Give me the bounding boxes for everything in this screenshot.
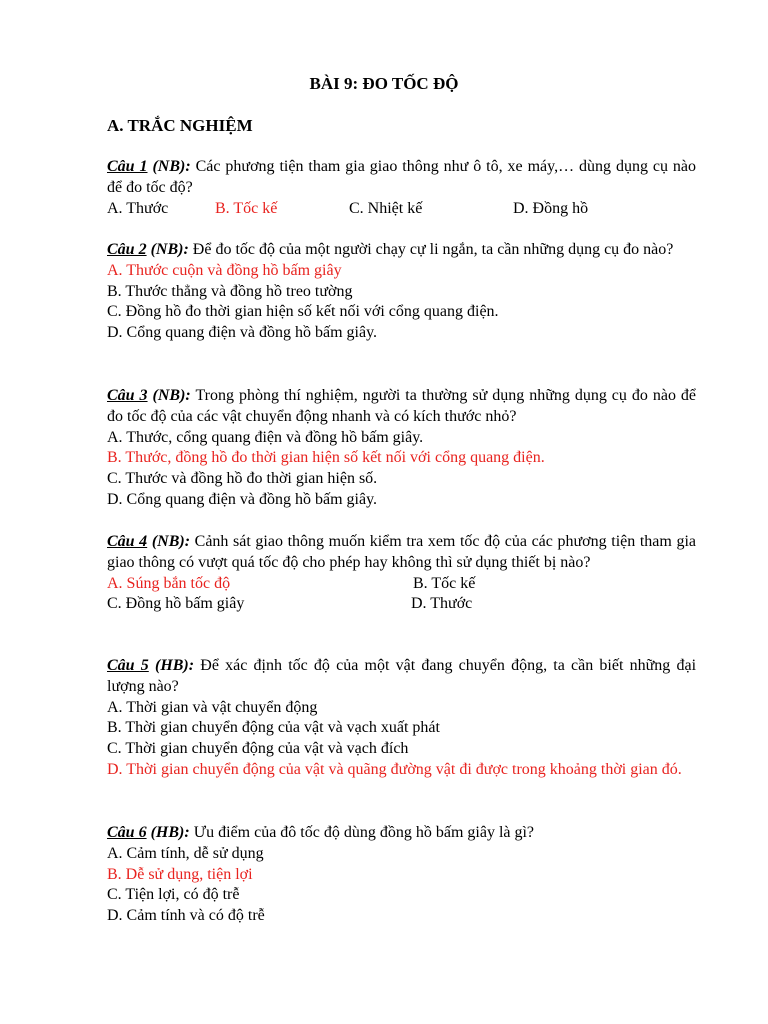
options-row [107, 199, 696, 220]
option-a: A. Súng bắn tốc độ [107, 574, 231, 592]
question-stem [107, 386, 696, 428]
option-a: A. Thước, cổng quang điện và đồng hồ bấm giây. [107, 428, 424, 446]
question-text: Để đo tốc độ của một người chạy cự li ngắn, ta cần những dụng cụ đo nào? [192, 241, 674, 258]
option-c: C. Nhiệt kế [349, 199, 423, 217]
question-label: Câu 4 [107, 533, 148, 550]
question-label: Câu 5 [107, 657, 149, 674]
option-a: A. Thời gian và vật chuyển động [107, 698, 318, 716]
question-stem [107, 240, 696, 261]
option-d: D. Đồng hồ [513, 199, 589, 217]
question-4 [107, 532, 696, 615]
question-level: (NB): [152, 158, 191, 175]
question-3 [107, 386, 696, 511]
question-stem [107, 656, 696, 698]
option-a: A. Thước [107, 199, 169, 217]
question-1 [107, 157, 696, 219]
options-row [107, 594, 696, 615]
question-5 [107, 656, 696, 781]
option-c: C. Tiện lợi, có độ trễ [107, 886, 240, 904]
question-text: Các phương tiện tham gia giao thông như ô tô, xe máy,… dùng dụng cụ nào để đo tốc độ? [107, 158, 696, 196]
option-b: B. Thước thẳng và đồng hồ treo tường [107, 282, 353, 300]
option-a: A. Thước cuộn và đồng hồ bấm giây [107, 261, 342, 279]
question-label: Câu 3 [107, 387, 148, 404]
question-label: Câu 1 [107, 158, 148, 175]
option-d: D. Thước [411, 595, 473, 613]
option-b: B. Tốc kế [413, 574, 476, 592]
question-level: (NB): [151, 533, 191, 550]
question-label: Câu 2 [107, 241, 147, 258]
option-d: D. Cổng quang điện và đồng hồ bấm giây. [107, 324, 378, 342]
option-d: D. Cảm tính và có độ trễ [107, 907, 265, 925]
page-title: BÀI 9: ĐO TỐC ĐỘ [309, 74, 459, 93]
question-text: Ưu điểm của đô tốc độ dùng đồng hồ bấm giây là gì? [193, 824, 535, 841]
option-a: A. Cảm tính, dễ sử dụng [107, 844, 264, 862]
option-c: C. Đồng hồ bấm giây [107, 595, 245, 613]
option-b: B. Thước, đồng hồ đo thời gian hiện số kết nối với cổng quang điện. [107, 449, 545, 467]
option-c: C. Thời gian chuyển động của vật và vạch đích [107, 740, 409, 758]
section-heading: A. TRẮC NGHIỆM [107, 116, 253, 135]
option-b: B. Dễ sử dụng, tiện lợi [107, 865, 253, 883]
option-b: B. Tốc kế [215, 199, 278, 217]
question-text: Trong phòng thí nghiệm, người ta thường sử dụng những dụng cụ đo nào để đo tốc độ của các vật chuyển động nhanh và có kích thước nhỏ? [107, 387, 697, 425]
question-6 [107, 823, 696, 927]
option-c: C. Đồng hồ đo thời gian hiện số kết nối với cổng quang điện. [107, 303, 499, 321]
question-stem [107, 532, 696, 574]
question-level: (HB): [154, 657, 195, 674]
question-level: (HB): [150, 824, 190, 841]
question-stem [107, 823, 696, 844]
question-level: (NB): [150, 241, 189, 258]
question-text: Để xác định tốc độ của một vật đang chuyển động, ta cần biết những đại lượng nào? [107, 657, 697, 695]
options-row [107, 574, 696, 595]
question-level: (NB): [152, 387, 191, 404]
option-d: D. Cổng quang điện và đồng hồ bấm giây. [107, 490, 378, 508]
option-b: B. Thời gian chuyển động của vật và vạch xuất phát [107, 719, 440, 737]
question-text: Cảnh sát giao thông muốn kiểm tra xem tốc độ của các phương tiện tham gia giao thông có vượt quá tốc độ cho phép hay không thì sử dụng thiết bị nào? [107, 533, 697, 571]
question-stem [107, 157, 696, 199]
option-d: D. Thời gian chuyển động của vật và quãng đường vật đi được trong khoảng thời gian đó. [107, 760, 682, 778]
question-label: Câu 6 [107, 824, 147, 841]
question-2 [107, 240, 696, 344]
option-c: C. Thước và đồng hồ đo thời gian hiện số. [107, 470, 378, 488]
